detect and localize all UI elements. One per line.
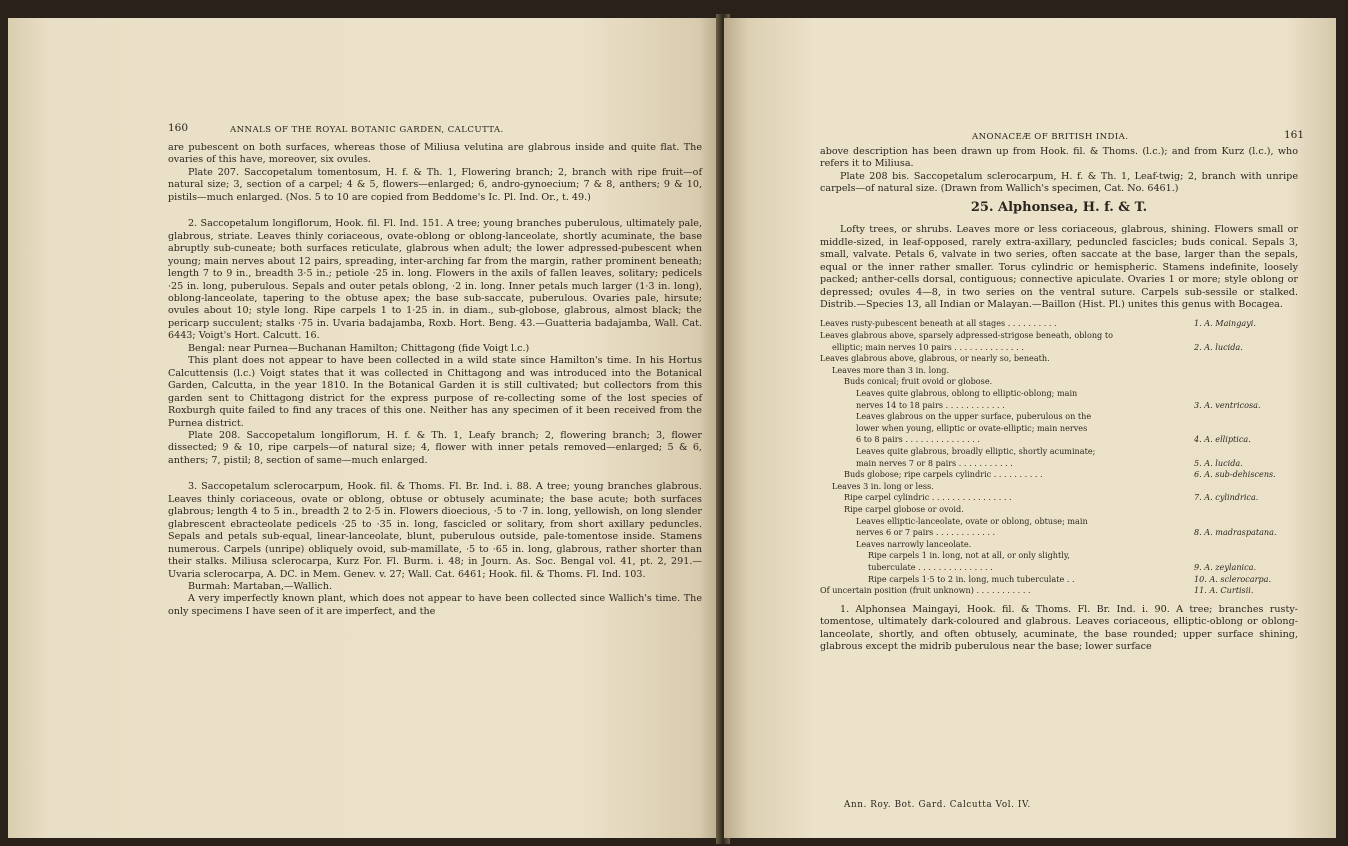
key-text: Ripe carpel globose or ovoid. <box>844 503 964 514</box>
key-text: Leaves more than 3 in. long. <box>832 364 950 375</box>
species-key <box>820 318 1298 596</box>
key-row <box>820 562 1298 574</box>
key-species <box>1194 411 1298 423</box>
key-row <box>820 469 1298 481</box>
key-text: Leaves glabrous on the upper surface, puberulous on the <box>856 411 1092 422</box>
key-species <box>1194 504 1298 516</box>
key-row <box>820 446 1298 458</box>
key-species: 5. A. lucida. <box>1194 457 1243 468</box>
left-text-column <box>168 142 702 618</box>
right-running-header: ANONACEÆ OF BRITISH INDIA. <box>972 132 1129 142</box>
key-species <box>1194 365 1298 377</box>
paragraph: This plant does not appear to have been collected in a wild state since Hamilton's time. In his Hortus Calcuttensis (l.c.) Voigt states that it was collected in Chittagong and was introduced into the Botanical Garden, Calcutta, in the year 1810. In the Botanical Garden it is still cultivated; but collectors from this garden sent to Chittagong district for the express purpose of re-collecting some of the lost species of Roxburgh quite failed to find any traces of this one. Neither has any specimen of it been received from the Purnea district. <box>168 355 702 429</box>
key-row <box>820 376 1298 388</box>
key-text: Ripe carpels 1·5 to 2 in. long, much tuberculate . . <box>868 573 1075 584</box>
key-text: Leaves quite glabrous, oblong to elliptic-oblong; main <box>856 388 1078 398</box>
key-species: 6. A. sub-dehiscens. <box>1194 469 1276 480</box>
key-row <box>820 550 1298 562</box>
key-row <box>820 342 1298 354</box>
key-species <box>1194 353 1298 365</box>
right-page <box>724 18 1336 838</box>
paragraph: Bengal: near Purnea—Buchanan Hamilton; Chittagong (fide Voigt l.c.) <box>188 342 530 354</box>
page-footer: Ann. Roy. Bot. Gard. Calcutta Vol. IV. <box>844 800 1031 810</box>
key-text: Leaves rusty-pubescent beneath at all stages . . . . . . . . . . <box>820 318 1057 329</box>
key-text: Leaves elliptic-lanceolate, ovate or oblong, obtuse; main <box>856 515 1088 526</box>
key-row <box>820 585 1298 597</box>
right-page-number: 161 <box>1284 129 1305 141</box>
paragraph: are pubescent on both surfaces, whereas those of Miliusa velutina are glabrous inside and quite flat. The ovaries of this have, moreover, six ovules. <box>168 142 702 166</box>
key-species: 3. A. ventricosa. <box>1194 399 1261 410</box>
paragraph: A very imperfectly known plant, which does not appear to have been collected since Wallich's time. The only specimens I have seen of it are imperfect, and the <box>168 593 702 617</box>
left-page-number: 160 <box>168 122 189 134</box>
key-species <box>1194 446 1298 458</box>
key-text: Of uncertain position (fruit unknown) . . . . . . . . . . . <box>820 585 1031 596</box>
plate-caption: Plate 207. Saccopetalum tomentosum, H. f. & Th. 1, Flowering branch; 2, branch with ripe fruit—of natural size; 3, section of a carpel; 4 & 5, flowers—enlarged; 6, andro-gynoecium; 7 & 8, anthers; 9 & 10, pistils—much enlarged. (Nos. 5 to 10 are copied from Beddome's Ic. Pl. Ind. Or., t. 49.) <box>168 166 702 203</box>
key-row <box>820 423 1298 435</box>
key-row <box>820 400 1298 412</box>
right-text-column <box>820 146 1298 654</box>
key-text: tuberculate . . . . . . . . . . . . . . . <box>868 561 993 572</box>
key-text: Leaves glabrous above, glabrous, or nearly so, beneath. <box>820 353 1050 364</box>
key-species <box>1194 481 1298 493</box>
key-row <box>820 411 1298 423</box>
key-species: 7. A. cylindrica. <box>1194 492 1259 503</box>
key-species: 10. A. sclerocarpa. <box>1194 573 1272 584</box>
key-text: Leaves 3 in. long or less. <box>832 480 934 491</box>
key-row <box>820 516 1298 528</box>
key-text: main nerves 7 or 8 pairs . . . . . . . . . . . <box>856 457 1013 468</box>
key-species: 4. A. elliptica. <box>1194 434 1251 445</box>
key-row <box>820 539 1298 551</box>
key-text: nerves 14 to 18 pairs . . . . . . . . . . . . <box>856 399 1005 410</box>
key-row <box>820 574 1298 586</box>
key-species <box>1194 330 1298 342</box>
key-text: Buds globose; ripe carpels cylindric . . . . . . . . . . <box>844 469 1043 480</box>
key-row <box>820 318 1298 330</box>
key-text: Ripe carpels 1 in. long, not at all, or only slightly, <box>868 550 1070 561</box>
species-description: 1. Alphonsea Maingayi, Hook. fil. & Thoms. Fl. Br. Ind. i. 90. A tree; branches rusty-tomentose, ultimately dark-coloured and glabrous. Leaves coriaceous, elliptic-oblong or oblong-lanceolate, shortly, and often obtusely, acuminate, the base rounded; upper surface shining, glabrous except the midrib puberulous near the base; lower surface <box>820 603 1298 653</box>
key-species <box>1194 539 1298 551</box>
key-row <box>820 330 1298 342</box>
left-running-header: ANNALS OF THE ROYAL BOTANIC GARDEN, CALCUTTA. <box>230 125 504 135</box>
key-text: lower when young, elliptic or ovate-elliptic; main nerves <box>856 422 1088 433</box>
key-row <box>820 492 1298 504</box>
key-species: 1. A. Maingayi. <box>1194 318 1256 329</box>
left-page <box>8 18 720 838</box>
key-text: Leaves glabrous above, sparsely adpressed-strigose beneath, oblong to <box>820 330 1113 341</box>
key-species: 11. A. Curtisii. <box>1194 585 1254 596</box>
key-text: nerves 6 or 7 pairs . . . . . . . . . . . . <box>856 527 996 538</box>
species-description: 2. Saccopetalum longiflorum, Hook. fil. Fl. Ind. 151. A tree; young branches puberulous, ultimately pale, glabrous, striate. Leaves thinly coriaceous, ovate-oblong or oblong-lanceolate, shortly acuminate, the base abruptly sub-cuneate; both surfaces reticulate, glabrous when adult; the lower adpressed-pubescent when young; main nerves about 12 pairs, spreading, inter-arching far from the margin, rather prominent beneath; length 7 to 9 in., breadth 3·5 in.; petiole ·25 in. long. Flowers in the axils of fallen leaves, solitary; pedicels ·25 in. long, puberulous. Sepals and outer petals oblong, ·2 in. long. Inner petals much larger (1·3 in. long), oblong-lanceolate, tapering to the obtuse apex; the base sub-saccate, puberulous. Ovaries pale, hirsute; ovules about 10; style long. Ripe carpels 1 to 1·25 in. in diam., sub-globose, glabrous, almost black; the pericarp succulent; stalks ·75 in. Uvaria badajamba, Roxb. Hort. Beng. 43.—Guatteria badajamba, Wall. Cat. 6443; Voigt's Hort. Calcutt. 16. <box>168 218 702 342</box>
key-species <box>1194 423 1298 435</box>
key-text: Leaves narrowly lanceolate. <box>856 538 972 549</box>
plate-caption: Plate 208. Saccopetalum longiflorum, H. f. & Th. 1, Leafy branch; 2, flowering branch; 3, flower dissected; 9 & 10, ripe carpels—of natural size; 4, flower with inner petals removed—enlarged; 5 & 6, anthers; 7, pistil; 8, section of same—much enlarged. <box>168 429 702 466</box>
section-title: 25. Alphonsea, H. f. & T. <box>970 199 1148 215</box>
key-text: Leaves quite glabrous, broadly elliptic, shortly acuminate; <box>856 445 1096 456</box>
key-row <box>820 527 1298 539</box>
genus-description: Lofty trees, or shrubs. Leaves more or less coriaceous, glabrous, shining. Flowers small or middle-sized, in leaf-opposed, rarely extra-axillary, peduncled fascicles; buds conical. Sepals 3, small, valvate. Petals 6, valvate in two series, often saccate at the base, larger than the sepals, equal or the inner rather smaller. Torus cylindric or hemispheric. Stamens indefinite, loosely packed; anther-cells dorsal, contiguous; connective apiculate. Ovaries 1 or more; style oblong or depressed; ovules 4—8, in two series on the ventral suture. Carpels sub-sessile or stalked. Distrib.—Species 13, all Indian or Malayan.—Baillon (Hist. Pl.) unites this genus with Bocagea. <box>820 224 1298 310</box>
key-species <box>1194 388 1298 400</box>
key-row <box>820 353 1298 365</box>
key-species: 9. A. zeylanica. <box>1194 561 1257 572</box>
key-row <box>820 481 1298 493</box>
key-species <box>1194 550 1298 562</box>
key-text: 6 to 8 pairs . . . . . . . . . . . . . . . <box>856 434 980 445</box>
species-description: 3. Saccopetalum sclerocarpum, Hook. fil. & Thoms. Fl. Br. Ind. i. 88. A tree; young branches glabrous. Leaves thinly coriaceous, ovate or oblong, obtuse or obtusely acuminate; the base acute; both surfaces glabrous; length 4 to 5 in., breadth 2 to 2·5 in. Flowers dioecious, ·5 to ·7 in. long, yellowish, on long slender glabrescent ebracteolate pedicels ·25 to ·35 in. long, fascicled or solitary, from short axillary peduncles. Sepals and petals sub-equal, linear-lanceolate, blunt, puberulous outside, pale-tomentose inside. Stamens numerous. Carpels (unripe) obliquely ovoid, sub-mamillate, ·5 to ·65 in. long, glabrous, rather shorter than their stalks. Miliusa sclerocarpa, Kurz For. Fl. Burm. i. 48; in Journ. As. Soc. Bengal vol. 41, pt. 2, 291.—Uvaria sclerocarpa, A. DC. in Mem. Genev. v. 27; Wall. Cat. 6461; Hook. fil. & Thoms. Fl. Ind. 103. <box>168 481 702 580</box>
paragraph: Burmah: Martaban,—Wallich. <box>188 580 333 592</box>
key-species: 8. A. madraspatana. <box>1194 527 1277 538</box>
key-row <box>820 504 1298 516</box>
key-row <box>820 388 1298 400</box>
plate-caption: Plate 208 bis. Saccopetalum sclerocarpum, H. f. & Th. 1, Leaf-twig; 2, branch with unripe carpels—of natural size. (Drawn from Wallich's specimen, Cat. No. 6461.) <box>820 170 1298 195</box>
key-text: Ripe carpel cylindric . . . . . . . . . . . . . . . . <box>844 492 1012 503</box>
key-row <box>820 458 1298 470</box>
key-text: Buds conical; fruit ovoid or globose. <box>844 376 993 387</box>
key-species <box>1194 376 1298 388</box>
key-species <box>1194 516 1298 528</box>
key-row <box>820 365 1298 377</box>
key-row <box>820 434 1298 446</box>
key-species: 2. A. lucida. <box>1194 341 1243 352</box>
key-text: elliptic; main nerves 10 pairs . . . . . . . . . . . . . . <box>832 341 1024 352</box>
paragraph: above description has been drawn up from Hook. fil. & Thoms. (l.c.); and from Kurz (l.c.), who refers it to Miliusa. <box>820 146 1298 170</box>
